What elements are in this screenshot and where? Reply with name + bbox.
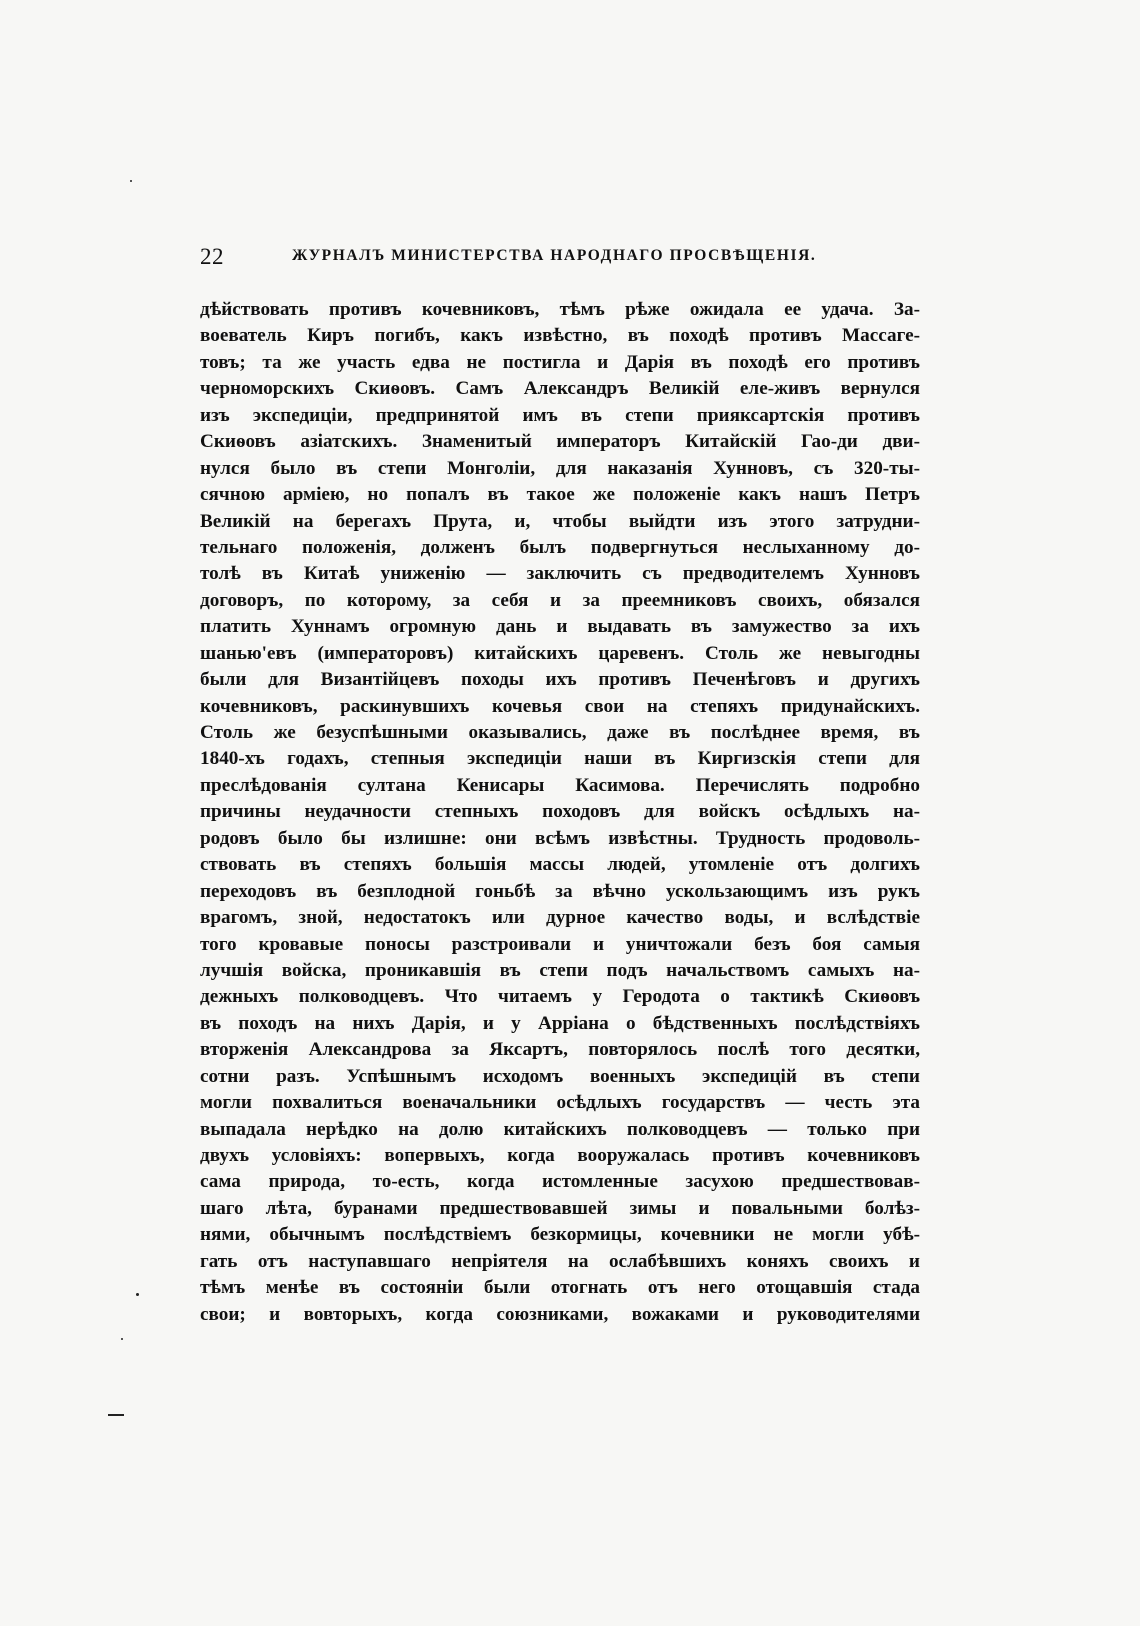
text-line: врагомъ, зной, недостатокъ или дурное качество воды, и вслѣдствіе [200,907,920,929]
body-text [200,297,920,1328]
text-line: платить Хуннамъ огромную дань и выдавать въ замужество за ихъ [200,616,920,638]
text-line: въ походъ на нихъ Дарія, и у Арріана о бѣдственныхъ послѣдствіяхъ [200,1012,920,1034]
text-line: сячною арміею, но попалъ въ такое же положеніе какъ нашъ Петръ [200,484,920,506]
text-line: 1840-хъ годахъ, степныя экспедиціи наши въ Киргизскія степи для [200,748,920,770]
text-line: сама природа, то-есть, когда истомленные засухою предшествовав- [200,1171,920,1193]
text-line: тельнаго положенія, долженъ былъ подвергнуться неслыханному до- [200,536,920,558]
text-line: двухъ условіяхъ: вопервыхъ, когда вооружалась противъ кочевниковъ [200,1145,920,1166]
text-line: переходовъ въ безплодной гоньбѣ за вѣчно ускользающимъ изъ рукъ [200,880,920,902]
page-header [200,244,920,276]
scan-speck [121,1338,123,1340]
text-line: свои; и вовторыхъ, когда союзниками, вожаками и руководителями [200,1303,920,1325]
text-line: договоръ, по которому, за себя и за преемниковъ своихъ, обязался [200,589,920,611]
text-line: черноморскихъ Скиѳовъ. Самъ Александръ Великій еле-живъ вернулся [200,378,920,400]
text-line: того кровавые поносы разстроивали и уничтожали безъ боя самыя [200,933,920,955]
text-line: нями, обычнымъ послѣдствіемъ безкормицы, кочевники не могли убѣ- [200,1224,920,1246]
text-line: нулся было въ степи Монголіи, для наказанія Хунновъ, съ 320-ты- [200,457,920,479]
text-line: дежныхъ полководцевъ. Что читаемъ у Геродота о тактикѣ Скиѳовъ [200,986,920,1008]
text-line: выпадала нерѣдко на долю китайскихъ полководцевъ — только при [200,1118,920,1140]
text-line: кочевниковъ, раскинувшихъ кочевья свои на степяхъ придунайскихъ. [200,695,920,717]
running-title: ЖУРНАЛЪ МИНИСТЕРСТВА НАРОДНАГО ПРОСВѢЩЕНІЯ. [292,247,817,264]
text-line: товъ; та же участь едва не постигла и Дарія въ походѣ его противъ [200,351,920,373]
text-line: воеватель Киръ погибъ, какъ извѣстно, въ походѣ противъ Массаге- [200,325,920,347]
text-line: Столь же безуспѣшными оказывались, даже въ послѣднее время, въ [200,722,920,743]
text-line: могли похвалиться военачальники осѣдлыхъ государствъ — честь эта [200,1092,920,1114]
text-line: тѣмъ менѣе въ состояніи были отогнать отъ него отощавшія стада [200,1277,920,1299]
text-line: Великій на берегахъ Прута, и, чтобы выйдти изъ этого затрудни- [200,510,920,532]
text-line: изъ экспедиціи, предпринятой имъ въ степи прияксартскія противъ [200,404,920,426]
text-line: сотни разъ. Успѣшнымъ исходомъ военныхъ экспедицій въ степи [200,1065,920,1087]
text-line: ствовать въ степяхъ большія массы людей, утомленіе отъ долгихъ [200,854,920,876]
text-line: шанью'евъ (императоровъ) китайскихъ царевенъ. Столь же невыгодны [200,642,920,664]
margin-dash [108,1414,124,1416]
text-line: Скиѳовъ азіатскихъ. Знаменитый императоръ Китайскій Гао-ди дви- [200,431,920,453]
text-line: вторженія Александрова за Яксартъ, повторялось послѣ того десятки, [200,1039,920,1061]
text-line: преслѣдованія султана Кенисары Касимова. Перечислять подробно [200,774,920,796]
text-line: родовъ было бы излишне: они всѣмъ извѣстны. Трудность продоволь- [200,827,920,849]
text-line: причины неудачности степныхъ походовъ для войскъ осѣдлыхъ на- [200,801,920,823]
text-line: дѣйствовать противъ кочевниковъ, тѣмъ рѣже ожидала ее удача. За- [200,299,920,320]
text-line: были для Византійцевъ походы ихъ противъ Печенѣговъ и другихъ [200,669,920,691]
page-number: 22 [200,244,224,269]
scan-speck [136,1293,139,1296]
scan-speck [130,180,132,182]
text-line: толѣ въ Китаѣ униженію — заключить съ предводителемъ Хунновъ [200,563,920,585]
text-line: лучшія войска, проникавшія въ степи подъ начальствомъ самыхъ на- [200,959,920,981]
text-line: гать отъ наступавшаго непріятеля на ослабѣвшихъ коняхъ своихъ и [200,1250,920,1272]
text-line: шаго лѣта, буранами предшествовавшей зимы и повальными болѣз- [200,1197,920,1219]
